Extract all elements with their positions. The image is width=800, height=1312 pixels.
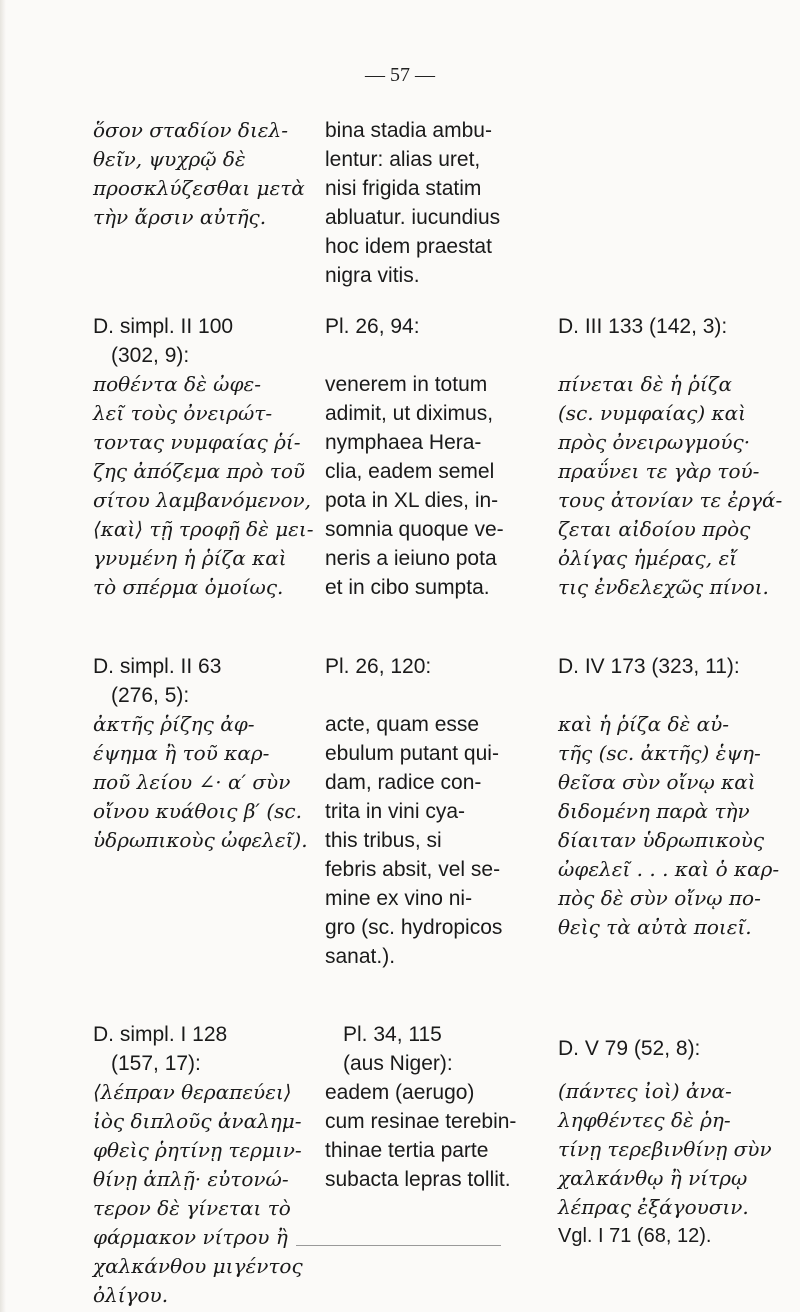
text-line: this tribus, si bbox=[325, 829, 442, 852]
text-line: adimit, ut diximus, bbox=[325, 402, 494, 425]
text-line: θίνῃ ἁπλῇ· εὐτονώ- bbox=[93, 1167, 289, 1191]
text-line: ὀλίγου. bbox=[93, 1283, 169, 1307]
text-line: thinae tertia parte bbox=[325, 1139, 489, 1162]
block1-col3-source bbox=[558, 312, 783, 602]
block1-col2-pliny bbox=[325, 312, 550, 602]
text-line: τὸ σπέρμα ὁμοίως. bbox=[93, 575, 284, 599]
text-line: (πάντες ἰοὶ) ἀνα- bbox=[558, 1079, 732, 1103]
text-line: ποῦ λείου ∠· α′ σὺν bbox=[93, 770, 291, 794]
text-line: τοντας νυμφαίας ῥί- bbox=[93, 430, 301, 454]
text-line: πίνεται δὲ ἡ ῥίζα bbox=[558, 372, 733, 396]
text-line: mine ex vino ni- bbox=[325, 887, 473, 910]
text-line: θεῖν, ψυχρῷ δὲ bbox=[93, 147, 246, 171]
text-line: nigra vitis. bbox=[325, 264, 420, 287]
footer-rule bbox=[296, 1245, 501, 1246]
cross-reference: Vgl. I 71 (68, 12). bbox=[558, 1225, 712, 1247]
text-line: θεὶς τὰ αὐτὰ ποιεῖ. bbox=[558, 915, 752, 939]
text-line: καὶ ἡ ῥίζα δὲ αὐ- bbox=[558, 712, 730, 736]
text-line: pota in XL dies, in- bbox=[325, 489, 499, 512]
block3-col2-pliny bbox=[325, 1020, 550, 1194]
text-line: nymphaea Hera- bbox=[325, 431, 482, 454]
text-line: χαλκάνθου μιγέντος bbox=[93, 1254, 303, 1278]
text-line: λέπρας ἐξάγουσιν. bbox=[558, 1195, 749, 1219]
source-reference: D. III 133 (142, 3): bbox=[558, 315, 728, 338]
text-line: γνυμένη ἡ ῥίζα καὶ bbox=[93, 546, 287, 570]
text-line: ὑδρωπικοὺς ὠφελεῖ). bbox=[93, 828, 308, 852]
block2-col2-pliny bbox=[325, 652, 550, 971]
text-line: λεῖ τοὺς ὀνειρώτ- bbox=[93, 401, 273, 425]
text-line: ποθέντα δὲ ὠφε- bbox=[93, 372, 261, 396]
text-line: ὀλίγας ἡμέρας, εἴ bbox=[558, 546, 738, 570]
text-line: eadem (aerugo) bbox=[325, 1081, 475, 1104]
source-reference: D. simpl. II 63 bbox=[93, 655, 222, 678]
source-reference: Pl. 26, 120: bbox=[325, 655, 432, 678]
text-line: acte, quam esse bbox=[325, 713, 480, 736]
text-line: διδομένη παρὰ τὴν bbox=[558, 799, 750, 823]
text-line: (sc. νυμφαίας) καὶ bbox=[558, 401, 746, 425]
text-line: ebulum putant qui- bbox=[325, 742, 499, 765]
text-line: τῆς (sc. ἀκτῆς) ἑψη- bbox=[558, 741, 761, 765]
text-line: abluatur. iucundius bbox=[325, 206, 501, 229]
text-line: trita in vini cya- bbox=[325, 800, 466, 823]
text-line: ⟨καὶ⟩ τῇ τροφῇ δὲ μει- bbox=[93, 517, 314, 541]
source-reference: D. IV 173 (323, 11): bbox=[558, 655, 740, 678]
source-reference: D. simpl. I 128 bbox=[93, 1023, 228, 1046]
text-line: τις ἐνδελεχῶς πίνοι. bbox=[558, 575, 769, 599]
text-line: ζεται αἰδοίου πρὸς bbox=[558, 517, 751, 541]
text-line: nisi frigida statim bbox=[325, 177, 482, 200]
source-reference: (aus Niger): bbox=[343, 1052, 453, 1075]
text-line: φθεὶς ῥητίνῃ τερμιν- bbox=[93, 1138, 302, 1162]
page-edge-shadow bbox=[0, 0, 6, 1312]
text-line: somnia quoque ve- bbox=[325, 518, 504, 541]
text-line: ἀκτῆς ῥίζης ἀφ- bbox=[93, 712, 255, 736]
text-line: bina stadia ambu- bbox=[325, 119, 492, 142]
text-line: ζης ἀπόζεμα πρὸ τοῦ bbox=[93, 459, 306, 483]
text-line: τίνῃ τερεβινθίνῃ σὺν bbox=[558, 1137, 772, 1161]
text-line: ὠφελεῖ . . . καὶ ὁ καρ- bbox=[558, 857, 780, 881]
text-line: ὅσον σταδίον διελ- bbox=[93, 118, 288, 142]
source-reference: D. V 79 (52, 8): bbox=[558, 1037, 701, 1060]
text-line: neris a ieiuno pota bbox=[325, 547, 497, 570]
text-line: έψημα ἢ τοῦ καρ- bbox=[93, 741, 270, 765]
text-line: cum resinae terebin- bbox=[325, 1110, 517, 1133]
text-line: hoc idem praestat bbox=[325, 235, 492, 258]
text-line: ⟨λέπραν θεραπεύει⟩ bbox=[93, 1080, 292, 1104]
text-line: θεῖσα σὺν οἴνῳ καὶ bbox=[558, 770, 756, 794]
source-reference: (302, 9): bbox=[111, 344, 190, 367]
source-reference: (276, 5): bbox=[111, 684, 190, 707]
text-line: πραΰνει τε γὰρ τού- bbox=[558, 459, 760, 483]
block0-latin-text bbox=[325, 116, 550, 290]
block1-col1-source bbox=[93, 312, 314, 602]
text-line: clia, eadem semel bbox=[325, 460, 495, 483]
text-line: χαλκάνθῳ ἢ νίτρῳ bbox=[558, 1166, 748, 1190]
source-reference: D. simpl. II 100 bbox=[93, 315, 234, 338]
text-line: προσκλύζεσθαι μετὰ bbox=[93, 176, 305, 200]
text-line: πὸς δὲ σὺν οἴνῳ πο- bbox=[558, 886, 761, 910]
text-line: subacta lepras tollit. bbox=[325, 1168, 511, 1191]
block2-col1-source bbox=[93, 652, 308, 855]
text-line: dam, radice con- bbox=[325, 771, 482, 794]
text-line: δίαιταν ὑδρωπικοὺς bbox=[558, 828, 765, 852]
block3-col1-source bbox=[93, 1020, 303, 1310]
source-reference: Pl. 34, 115 bbox=[343, 1023, 442, 1046]
text-line: φάρμακον νίτρου ἢ bbox=[93, 1225, 288, 1249]
text-line: et in cibo sumpta. bbox=[325, 576, 490, 599]
text-line: ἰὸς διπλοῦς ἀναλημ- bbox=[93, 1109, 302, 1133]
text-line: πρὸς ὀνειρωγμούς· bbox=[558, 430, 751, 454]
text-line: sanat.). bbox=[325, 945, 396, 968]
text-line: ληφθέντες δὲ ῥη- bbox=[558, 1108, 731, 1132]
text-line: lentur: alias uret, bbox=[325, 148, 481, 171]
source-reference: Pl. 26, 94: bbox=[325, 315, 420, 338]
text-line: febris absit, vel se- bbox=[325, 858, 501, 881]
text-line: σίτου λαμβανόμενον, bbox=[93, 488, 312, 512]
text-line: τὴν ἄρσιν αὐτῆς. bbox=[93, 205, 267, 229]
page-number: — 57 — bbox=[365, 64, 435, 86]
block2-col3-source bbox=[558, 652, 783, 942]
text-line: οἴνου κυάθοις β′ (sc. bbox=[93, 799, 302, 823]
block0-greek-text bbox=[93, 116, 305, 232]
text-line: τους ἀτονίαν τε ἐργά- bbox=[558, 488, 783, 512]
block3-col3-source bbox=[558, 1034, 783, 1251]
text-line: venerem in totum bbox=[325, 373, 488, 396]
text-line: gro (sc. hydropicos bbox=[325, 916, 503, 939]
source-reference: (157, 17): bbox=[111, 1052, 201, 1075]
text-line: τερον δὲ γίνεται τὸ bbox=[93, 1196, 291, 1220]
